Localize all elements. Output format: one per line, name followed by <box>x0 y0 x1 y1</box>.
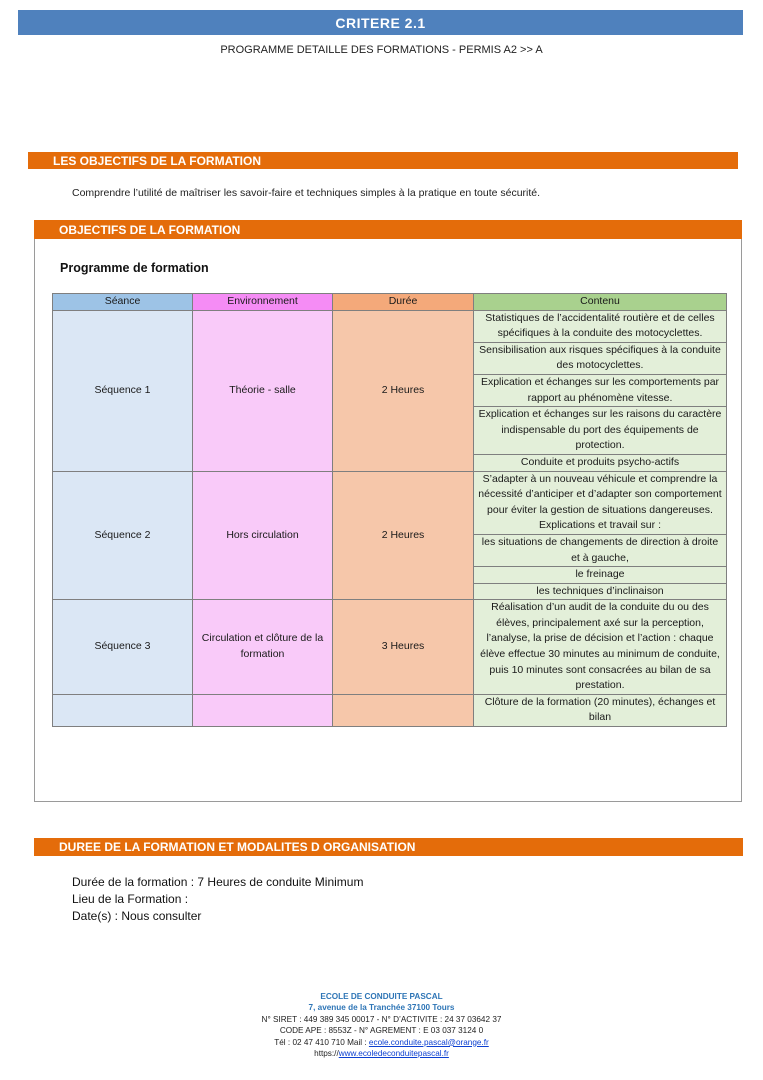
environnement-cell: Circulation et clôture de la formation <box>193 600 333 695</box>
environnement-cell: Théorie - salle <box>193 310 333 471</box>
dates-line: Date(s) : Nous consulter <box>72 909 202 923</box>
objectives-heading <box>28 152 738 169</box>
website-link[interactable]: www.ecoledeconduitepascal.fr <box>338 1049 449 1059</box>
contenu-cell: Statistiques de l’accidentalité routière et de celles spécifiques à la conduite des motocyclettes. <box>474 310 727 342</box>
seance-cell: Séquence 2 <box>53 471 193 600</box>
column-header-environnement: Environnement <box>193 294 333 311</box>
objectives-text: Comprendre l’utilité de maîtriser les savoir-faire et techniques simples à la pratique en toute sécurité. <box>72 187 541 199</box>
contenu-cell: le freinage <box>474 567 727 584</box>
table-row <box>53 310 727 342</box>
footer-siret: N° SIRET : 449 389 345 00017 - N° D’ACTIVITE : 24 37 03642 37 <box>261 1014 502 1024</box>
duree-line: Durée de la formation : 7 Heures de conduite Minimum <box>72 875 364 889</box>
lieu-line: Lieu de la Formation : <box>72 892 189 906</box>
footer-address: 7, avenue de la Tranchée 37100 Tours <box>308 1003 455 1013</box>
column-header-seance: Séance <box>53 294 193 311</box>
duree-cell: 3 Heures <box>333 600 474 695</box>
duree-cell: 2 Heures <box>333 471 474 600</box>
contenu-cell: Sensibilisation aux risques spécifiques à la conduite des motocyclettes. <box>474 342 727 374</box>
seance-cell <box>53 694 193 726</box>
contenu-cell: les situations de changements de direction à droite et à gauche, <box>474 534 727 566</box>
duree-cell <box>333 694 474 726</box>
footer-contact <box>0 1037 763 1048</box>
seance-cell: Séquence 3 <box>53 600 193 695</box>
footer-web-prefix: https:// <box>314 1049 339 1059</box>
table-row <box>53 471 727 534</box>
page-subtitle: PROGRAMME DETAILLE DES FORMATIONS - PERMIS A2 >> A <box>220 44 543 56</box>
organisation-heading-text: DUREE DE LA FORMATION ET MODALITES D ORGANISATION <box>59 840 416 854</box>
environnement-cell: Hors circulation <box>193 471 333 600</box>
page-banner <box>18 10 743 35</box>
footer-tel: Tél : 02 47 410 710 Mail : <box>274 1037 369 1047</box>
contenu-cell: Explication et échanges sur les comportements par rapport au phénomène vitesse. <box>474 374 727 406</box>
contenu-cell: Conduite et produits psycho-actifs <box>474 454 727 471</box>
table-row <box>53 694 727 726</box>
table-row <box>53 600 727 695</box>
programme-heading <box>34 220 742 239</box>
contenu-cell: les techniques d’inclinaison <box>474 583 727 600</box>
footer-web <box>0 1048 763 1059</box>
programme-table <box>52 293 727 727</box>
programme-title: Programme de formation <box>60 261 209 275</box>
contenu-cell: Explication et échanges sur les raisons du caractère indispensable du port des équipements de protection. <box>474 407 727 455</box>
contenu-cell: Clôture de la formation (20 minutes), échanges et bilan <box>474 694 727 726</box>
programme-heading-text: OBJECTIFS DE LA FORMATION <box>59 222 241 237</box>
environnement-cell <box>193 694 333 726</box>
table-header-row <box>53 294 727 311</box>
column-header-duree: Durée <box>333 294 474 311</box>
objectives-heading-text: LES OBJECTIFS DE LA FORMATION <box>53 153 262 168</box>
contenu-cell: Réalisation d’un audit de la conduite du ou des élèves, principalement axé sur la perception, l’analyse, la prise de décision et l’action : chaque élève effectue 30 minutes au minimum de conduite, puis 10 minutes sont consacrées au bilan de sa prestation. <box>474 600 727 695</box>
footer <box>0 991 763 1059</box>
duree-cell: 2 Heures <box>333 310 474 471</box>
banner-title: CRITERE 2.1 <box>335 14 426 31</box>
footer-codes: CODE APE : 8553Z - N° AGREMENT : E 03 037 3124 0 <box>279 1026 484 1036</box>
contenu-cell: S’adapter à un nouveau véhicule et comprendre la nécessité d’anticiper et d’adapter son comportement pour éviter la gestion de situations dangereuses. Explications et travail sur : <box>474 471 727 534</box>
email-link[interactable]: ecole.conduite.pascal@orange.fr <box>368 1037 489 1047</box>
footer-school-name: ECOLE DE CONDUITE PASCAL <box>320 992 443 1001</box>
seance-cell: Séquence 1 <box>53 310 193 471</box>
organisation-heading <box>34 838 743 856</box>
column-header-contenu: Contenu <box>474 294 727 311</box>
